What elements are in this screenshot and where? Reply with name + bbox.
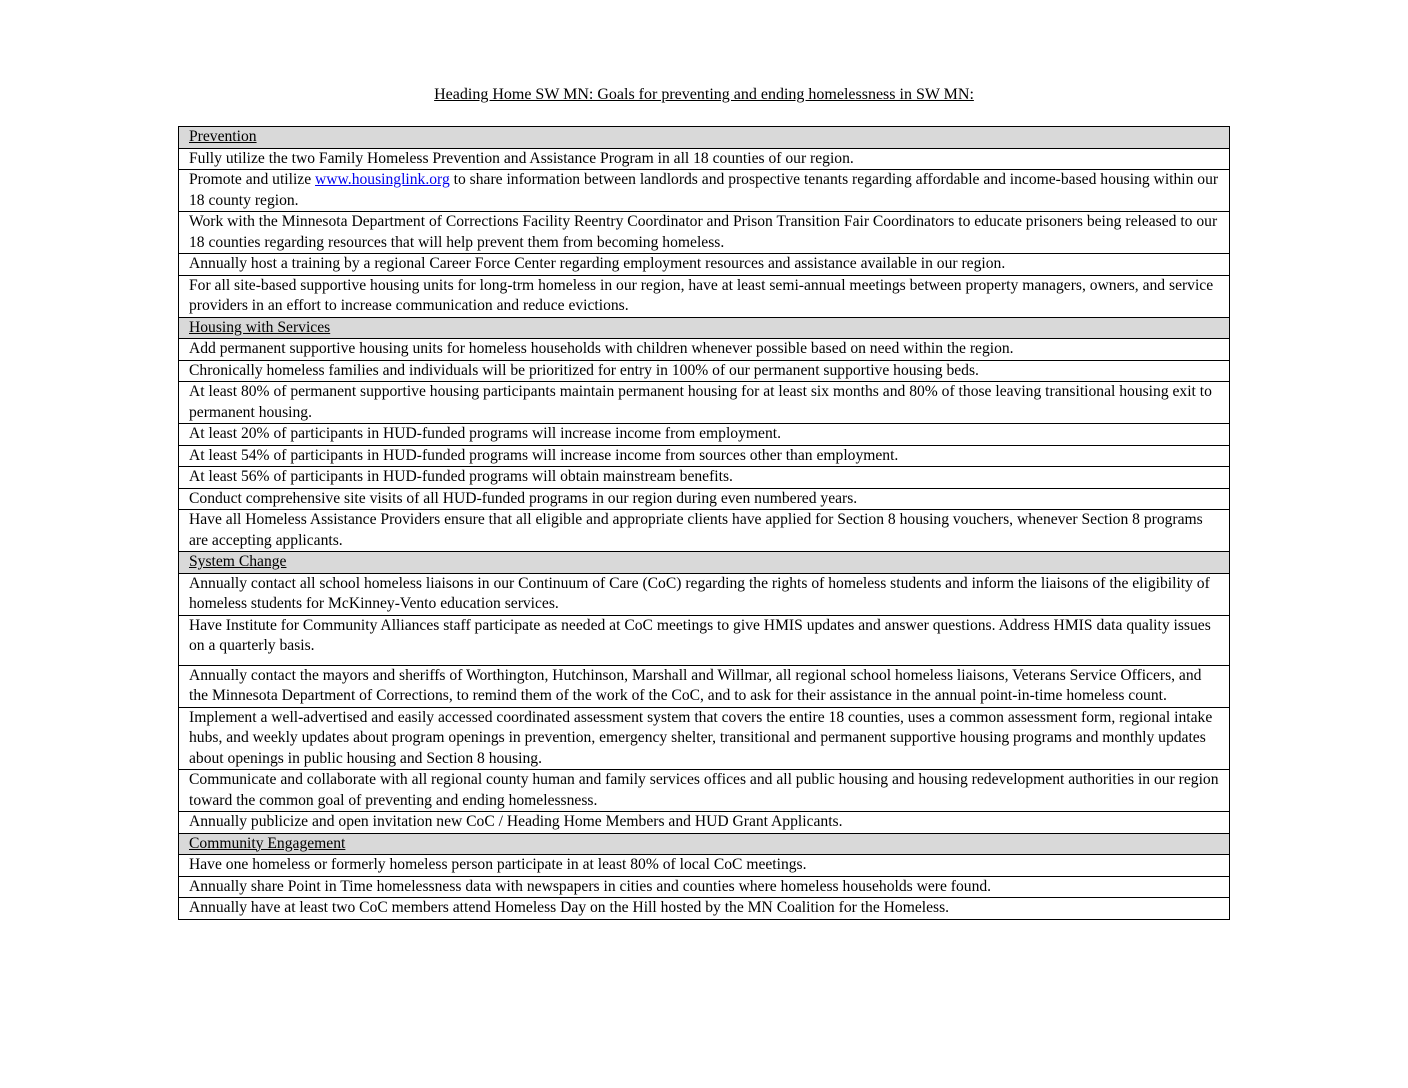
- goal-row: [179, 510, 1230, 552]
- goal-text: Conduct comprehensive site visits of all HUD-funded programs in our region during even numbered years.: [179, 488, 1230, 510]
- goal-row: [179, 898, 1230, 920]
- goal-row: [179, 360, 1230, 382]
- goal-text: Have Institute for Community Alliances staff participate as needed at CoC meetings to give HMIS updates and answer questions. Address HMIS data quality issues on a quarterly basis.: [179, 615, 1230, 665]
- goal-row: [179, 212, 1230, 254]
- section-heading-row: [179, 833, 1230, 855]
- goal-text: Annually host a training by a regional Career Force Center regarding employment resources and assistance available in our region.: [179, 254, 1230, 276]
- goal-text: Add permanent supportive housing units for homeless households with children whenever possible based on need within the region.: [179, 339, 1230, 361]
- section-heading-row: [179, 552, 1230, 574]
- goal-row: [179, 275, 1230, 317]
- goal-text: At least 80% of permanent supportive housing participants maintain permanent housing for at least six months and 80% of those leaving transitional housing exit to permanent housing.: [179, 382, 1230, 424]
- goal-row: [179, 855, 1230, 877]
- goal-text: At least 20% of participants in HUD-funded programs will increase income from employment.: [179, 424, 1230, 446]
- goal-row: [179, 339, 1230, 361]
- goal-text: Annually publicize and open invitation new CoC / Heading Home Members and HUD Grant Applicants.: [179, 812, 1230, 834]
- section-heading: System Change: [179, 552, 1230, 574]
- goals-table: [178, 126, 1230, 920]
- goal-row: [179, 148, 1230, 170]
- goal-row: [179, 382, 1230, 424]
- goal-text: Implement a well-advertised and easily accessed coordinated assessment system that covers the entire 18 counties, uses a common assessment form, regional intake hubs, and weekly updates about program openings in prevention, emergency shelter, transitional and permanent supportive housing programs and monthly updates about openings in public housing and Section 8 housing.: [179, 707, 1230, 770]
- goal-row: [179, 615, 1230, 665]
- goal-text-before-link: Promote and utilize: [189, 171, 316, 188]
- goal-text: Annually contact the mayors and sheriffs of Worthington, Hutchinson, Marshall and Willmar, all regional school homeless liaisons, Veterans Service Officers, and the Minnesota Department of Corrections, to remind them of the work of the CoC, and to ask for their assistance in the annual point-in-time homeless count.: [179, 665, 1230, 707]
- goal-text: Annually share Point in Time homelessness data with newspapers in cities and counties where homeless households were found.: [179, 876, 1230, 898]
- goal-text: Work with the Minnesota Department of Corrections Facility Reentry Coordinator and Prison Transition Fair Coordinators to educate prisoners being released to our 18 counties regarding resources that will help prevent them from becoming homeless.: [179, 212, 1230, 254]
- goal-text: [179, 170, 1230, 212]
- goal-text: Have all Homeless Assistance Providers ensure that all eligible and appropriate clients have applied for Section 8 housing vouchers, whenever Section 8 programs are accepting applicants.: [179, 510, 1230, 552]
- housinglink-link[interactable]: www.housinglink.org: [315, 171, 450, 188]
- goal-text: Communicate and collaborate with all regional county human and family services offices and all public housing and housing redevelopment authorities in our region toward the common goal of preventing and ending homelessness.: [179, 770, 1230, 812]
- goal-text-after-link: to share information between landlords and prospective tenants regarding affordable and income-based housing within our 18 county region.: [189, 171, 1219, 209]
- goal-row: [179, 812, 1230, 834]
- goal-row: [179, 770, 1230, 812]
- goal-row: [179, 488, 1230, 510]
- goal-row: [179, 665, 1230, 707]
- section-heading: Housing with Services: [179, 317, 1230, 339]
- goal-text: Annually contact all school homeless liaisons in our Continuum of Care (CoC) regarding the rights of homeless students and inform the liaisons of the eligibility of homeless students for McKinney-Vento education services.: [179, 573, 1230, 615]
- section-heading: Prevention: [179, 127, 1230, 149]
- section-heading: Community Engagement: [179, 833, 1230, 855]
- goal-text: At least 56% of participants in HUD-funded programs will obtain mainstream benefits.: [179, 467, 1230, 489]
- goal-text: Fully utilize the two Family Homeless Prevention and Assistance Program in all 18 counties of our region.: [179, 148, 1230, 170]
- goal-row: [179, 876, 1230, 898]
- goal-row: [179, 170, 1230, 212]
- goal-text: At least 54% of participants in HUD-funded programs will increase income from sources other than employment.: [179, 445, 1230, 467]
- goal-row: [179, 424, 1230, 446]
- goal-row: [179, 467, 1230, 489]
- section-heading-row: [179, 127, 1230, 149]
- goal-text: Have one homeless or formerly homeless person participate in at least 80% of local CoC meetings.: [179, 855, 1230, 877]
- goal-row: [179, 254, 1230, 276]
- goal-text: For all site-based supportive housing units for long-trm homeless in our region, have at least semi-annual meetings between property managers, owners, and service providers in an effort to increase communication and reduce evictions.: [179, 275, 1230, 317]
- goal-text: Chronically homeless families and individuals will be prioritized for entry in 100% of our permanent supportive housing beds.: [179, 360, 1230, 382]
- goal-text: Annually have at least two CoC members attend Homeless Day on the Hill hosted by the MN Coalition for the Homeless.: [179, 898, 1230, 920]
- goal-row: [179, 573, 1230, 615]
- goal-row: [179, 445, 1230, 467]
- section-heading-row: [179, 317, 1230, 339]
- document-title: Heading Home SW MN: Goals for preventing and ending homelessness in SW MN:: [434, 86, 974, 103]
- goal-row: [179, 707, 1230, 770]
